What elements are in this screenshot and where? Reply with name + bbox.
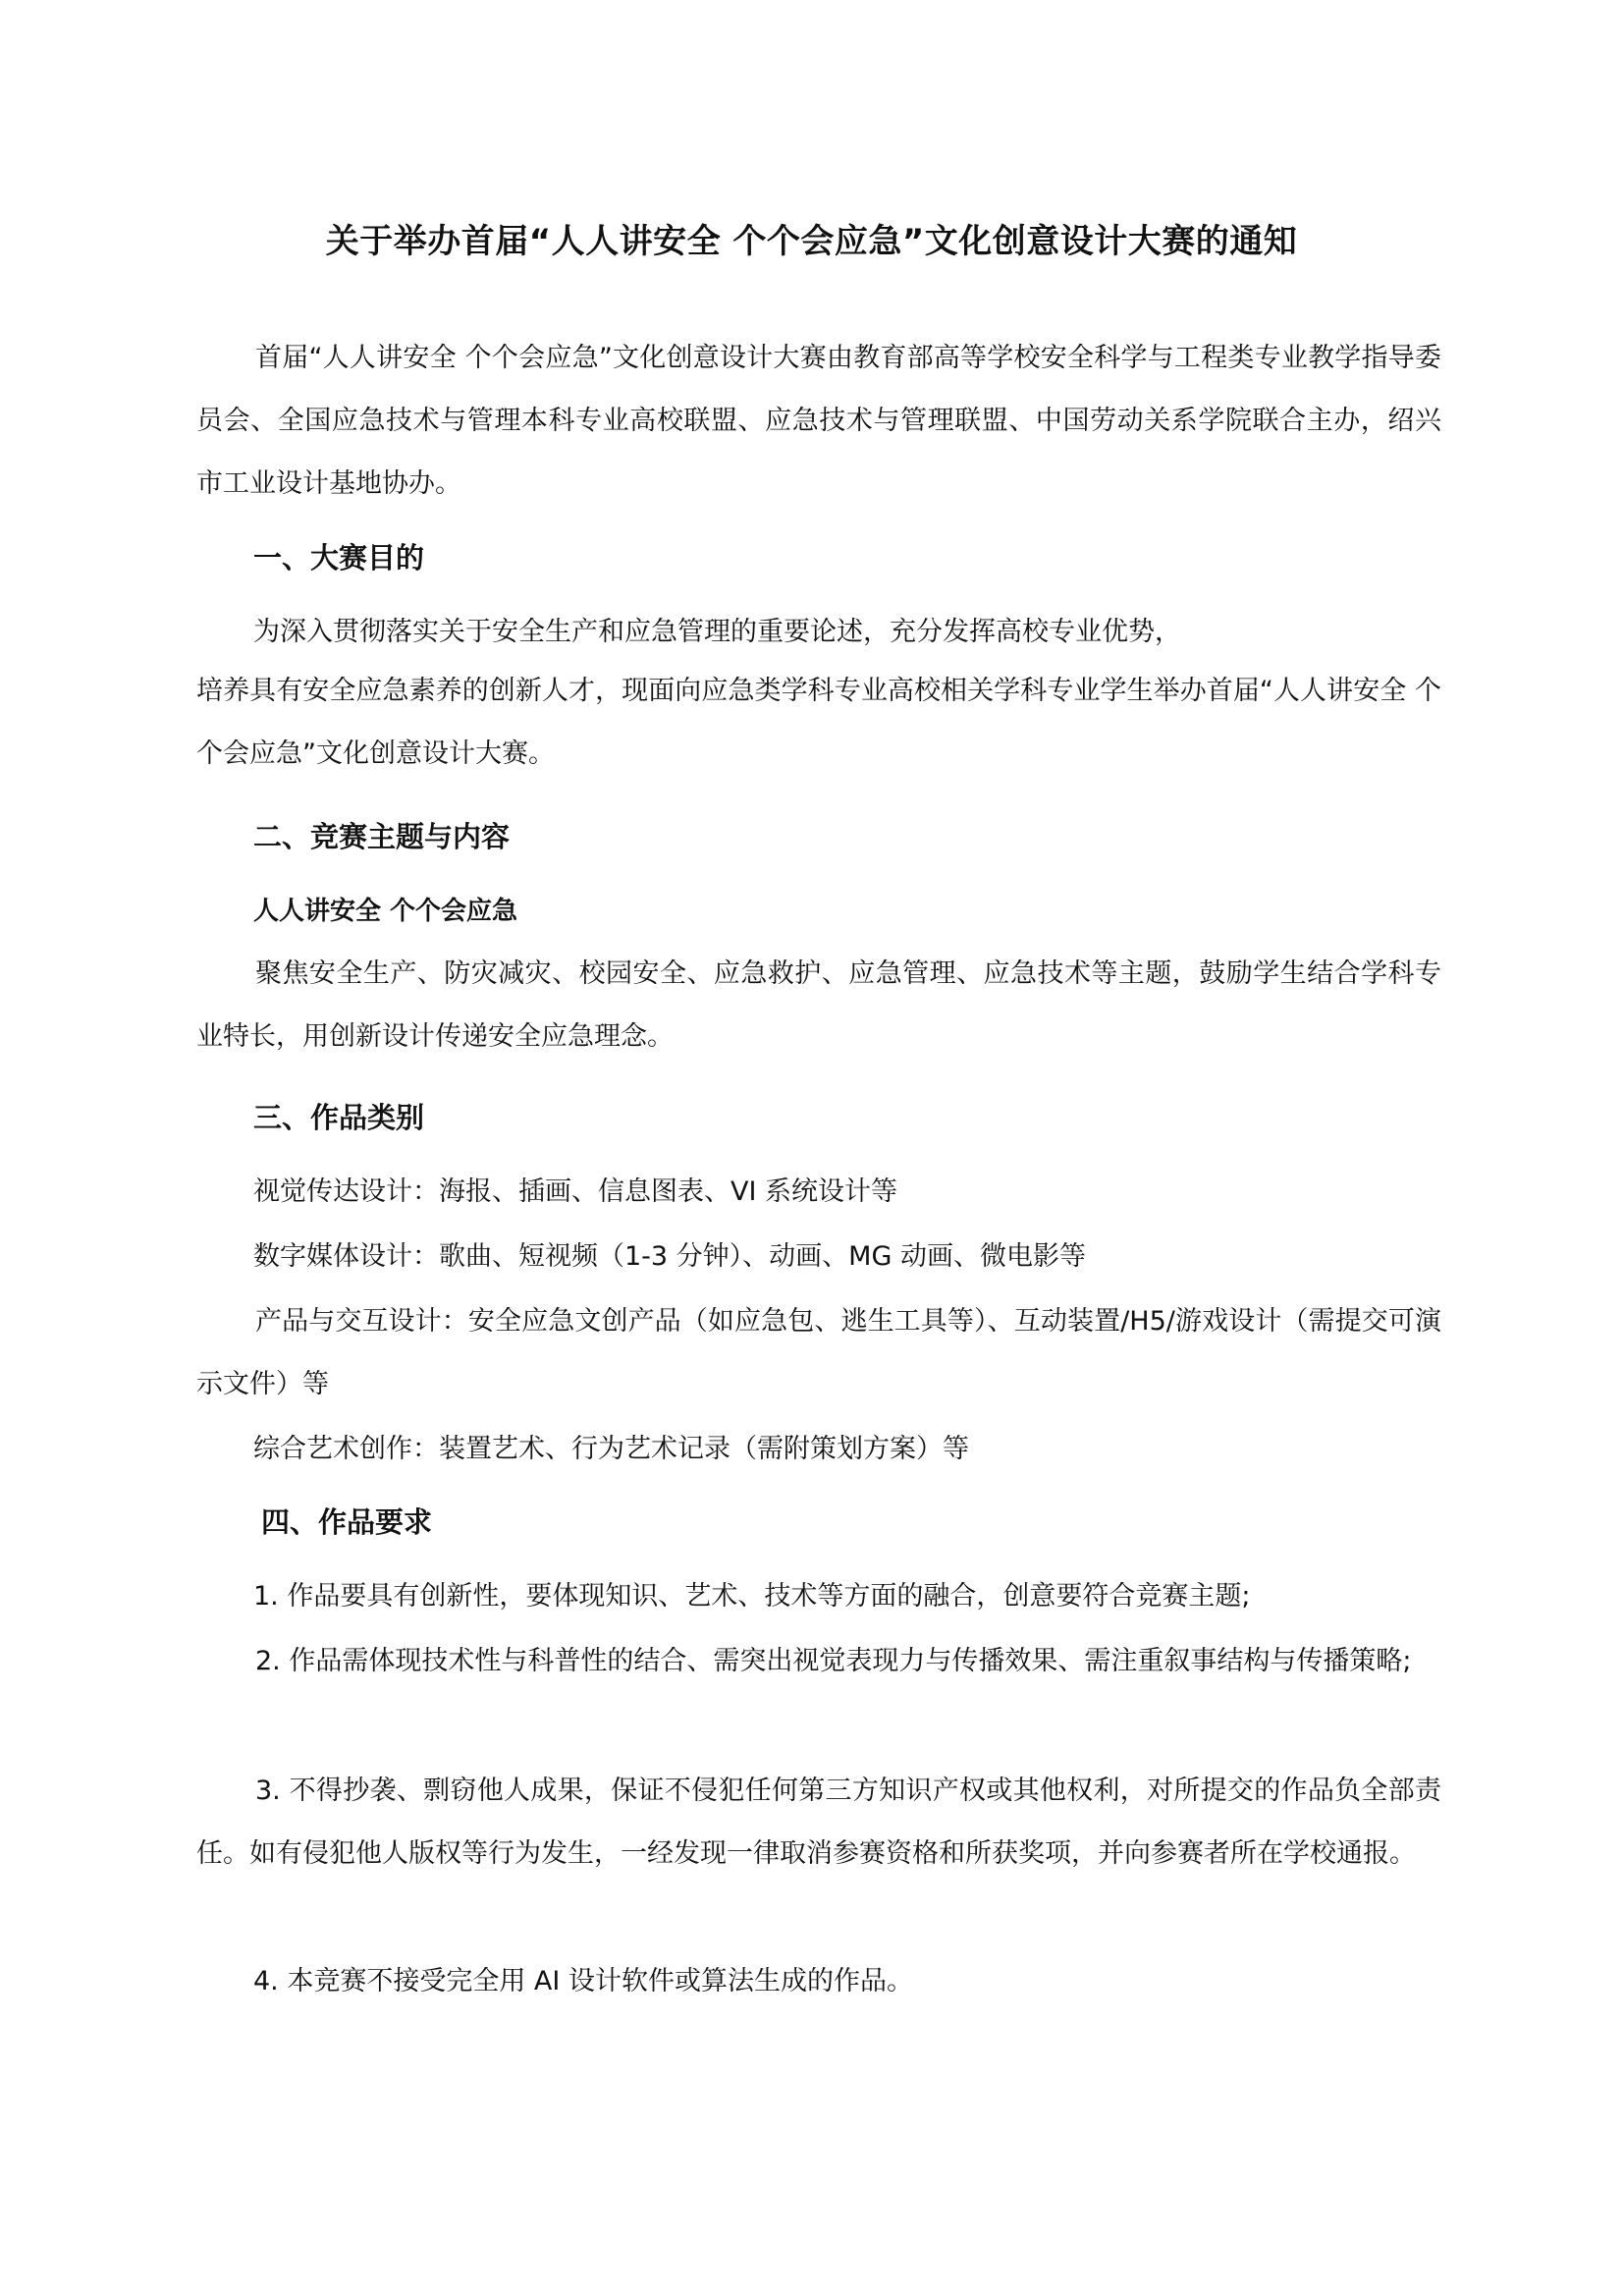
- section-purpose-heading: 一、大赛目的: [253, 541, 425, 574]
- category-item: 数字媒体设计：歌曲、短视频（1-3 分钟）、动画、MG 动画、微电影等: [253, 1241, 1086, 1272]
- section-theme-heading: 二、竞赛主题与内容: [253, 820, 511, 853]
- category-item: 综合艺术创作：装置艺术、行为艺术记录（需附策划方案）等: [253, 1434, 969, 1464]
- category-item: 产品与交互设计：安全应急文创产品（如应急包、逃生工具等）、互动装置/H5/游戏设计（需提交可演示文件）等: [196, 1306, 1441, 1399]
- requirement-item-block: [196, 1630, 1441, 1693]
- requirement-item-block: [196, 1760, 1441, 1886]
- section-categories-heading: 三、作品类别: [253, 1101, 425, 1134]
- page-title: 关于举办首届“人人讲安全 个个会应急”文化创意设计大赛的通知: [325, 222, 1298, 261]
- theme-body-block: [196, 943, 1441, 1068]
- purpose-body: 培养具有安全应急素养的创新人才，现面向应急类学科专业高校相关学科专业学生举办首届“人人讲安全 个个会应急”文化创意设计大赛。: [196, 676, 1441, 769]
- category-item-block: [196, 1290, 1441, 1416]
- requirement-item: 4. 本竞赛不接受完全用 AI 设计软件或算法生成的作品。: [253, 1966, 913, 1996]
- section-requirements-heading: 四、作品要求: [261, 1505, 433, 1539]
- purpose-first-line: 为深入贯彻落实关于安全生产和应急管理的重要论述，充分发挥高校专业优势，: [253, 617, 1181, 647]
- purpose-body-block: [196, 660, 1441, 786]
- theme-body: 聚焦安全生产、防灾减灾、校园安全、应急救护、应急管理、应急技术等主题，鼓励学生结合学科专业特长，用创新设计传递安全应急理念。: [196, 958, 1441, 1052]
- intro-block: [196, 327, 1441, 516]
- requirement-item: 3. 不得抄袭、剽窃他人成果，保证不侵犯任何第三方知识产权或其他权利，对所提交的作品负全部责任。如有侵犯他人版权等行为发生，一经发现一律取消参赛资格和所获奖项，并向参赛者所在学校通报。: [196, 1776, 1441, 1869]
- category-item: 视觉传达设计：海报、插画、信息图表、VI 系统设计等: [253, 1176, 898, 1207]
- requirement-item: 1. 作品要具有创新性，要体现知识、艺术、技术等方面的融合，创意要符合竞赛主题;: [253, 1581, 1251, 1612]
- requirement-item: 2. 作品需体现技术性与科普性的结合、需突出视觉表现力与传播效果、需注重叙事结构与传播策略;: [255, 1646, 1412, 1676]
- theme-subheading: 人人讲安全 个个会应急: [253, 897, 518, 926]
- intro-paragraph: 首届“人人讲安全 个个会应急”文化创意设计大赛由教育部高等学校安全科学与工程类专业教学指导委员会、全国应急技术与管理本科专业高校联盟、应急技术与管理联盟、中国劳动关系学院联合主办，绍兴市工业设计基地协办。: [196, 343, 1441, 499]
